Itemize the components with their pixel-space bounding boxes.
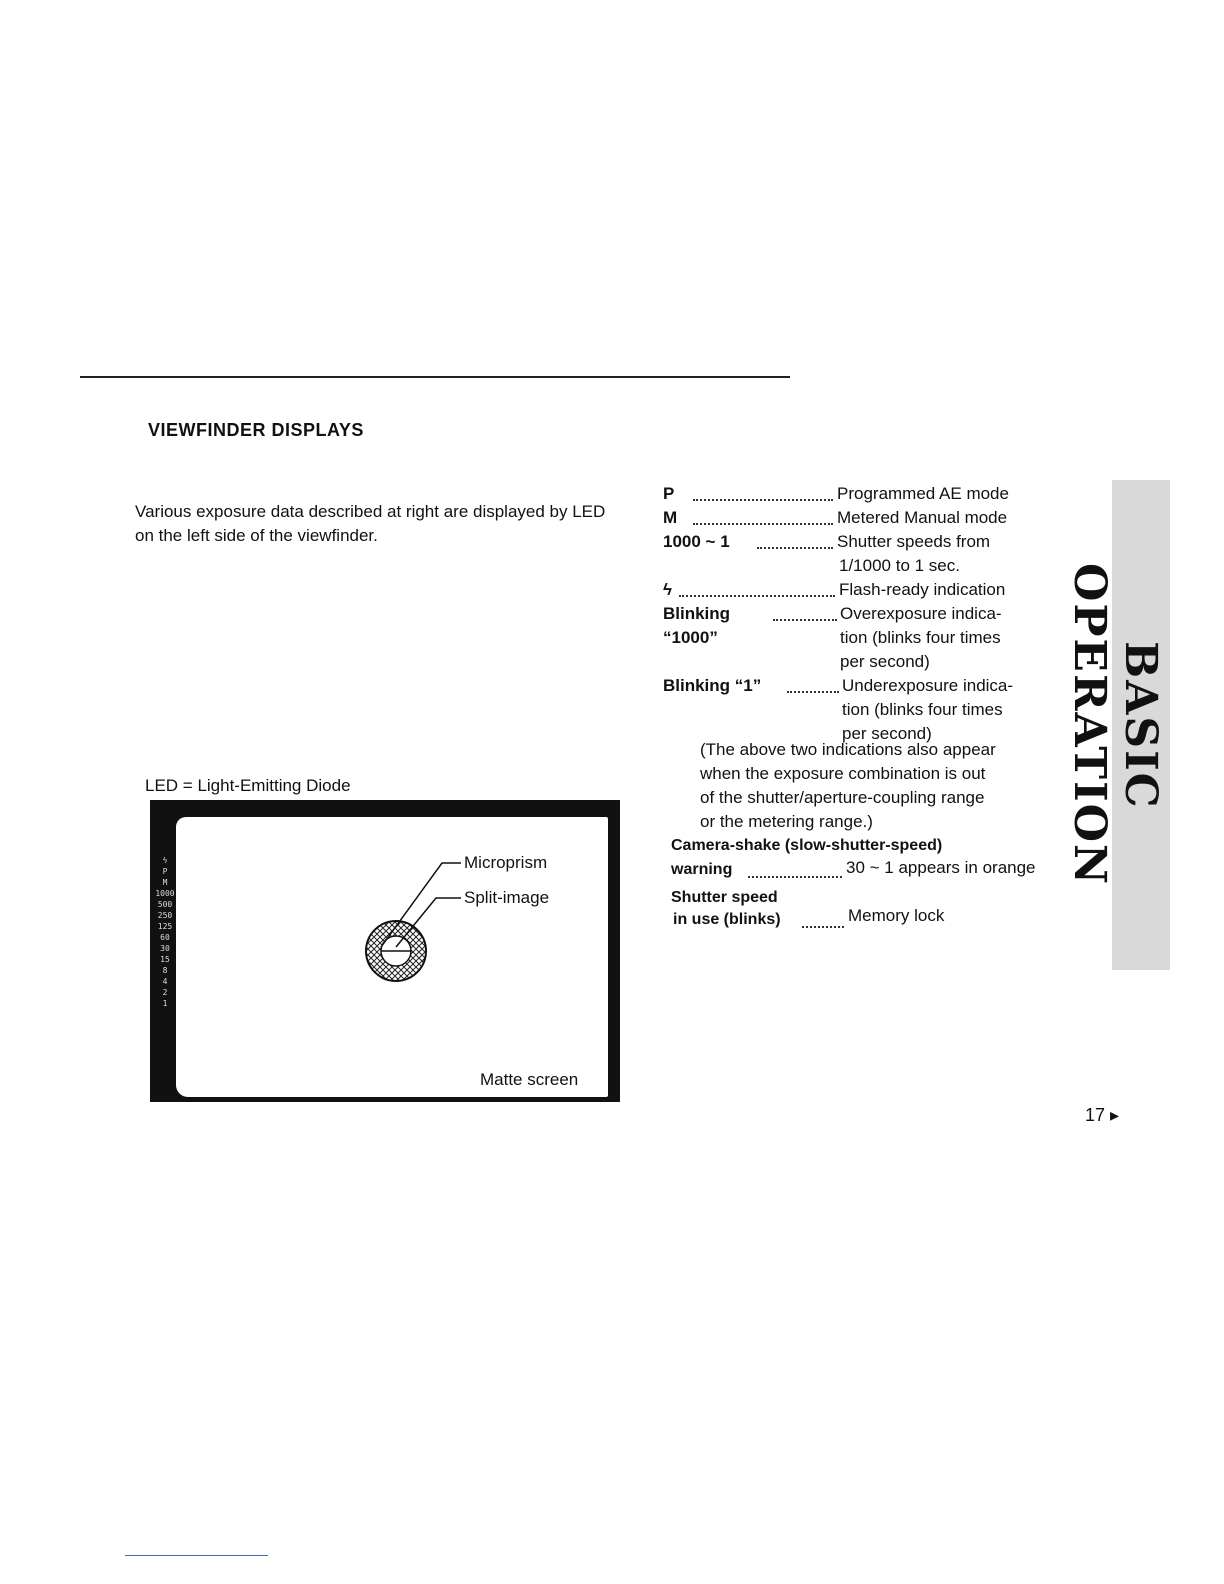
legend-desc-cont2: per second): [842, 724, 932, 743]
legend-term: M: [663, 508, 678, 527]
camera-shake-desc: 30 ~ 1 appears in orange: [846, 858, 1036, 877]
legend-term: 1000 ~ 1: [663, 532, 730, 551]
matte-screen-label: Matte screen: [480, 1070, 579, 1089]
camera-shake-term: Camera-shake (slow-shutter-speed): [671, 837, 943, 854]
page-title: VIEWFINDER DISPLAYS: [148, 420, 364, 440]
page-number: 17 ▸: [1085, 1105, 1120, 1125]
indicator-legend: [663, 484, 1083, 748]
led-500: 500: [157, 900, 173, 909]
legend-desc-cont: tion (blinks four times: [840, 628, 1001, 647]
led-1: 1: [162, 999, 168, 1008]
led-8: 8: [162, 966, 168, 975]
memory-lock-term: Shutter speed: [671, 889, 778, 906]
viewfinder-led-readout: [154, 855, 176, 1009]
memory-lock-dots: [802, 926, 844, 928]
legend-row-over-cont: [663, 628, 1083, 652]
legend-term: Blinking: [663, 604, 731, 623]
memory-lock-term-cont: in use (blinks): [673, 911, 781, 928]
memory-lock-desc: Memory lock: [848, 906, 945, 925]
legend-desc: Underexposure indica-: [842, 676, 1014, 695]
legend-term: Blinking “1”: [663, 676, 762, 695]
led-4: 4: [162, 977, 168, 986]
legend-desc: Metered Manual mode: [837, 508, 1008, 527]
legend-desc: Programmed AE mode: [837, 484, 1009, 503]
legend-row-over-cont2: [663, 652, 1083, 676]
legend-term: P: [663, 484, 675, 503]
legend-row-under: [663, 676, 1083, 700]
legend-row-over: [663, 604, 1083, 628]
legend-term: ϟ: [663, 580, 672, 599]
legend-row-m: [663, 508, 1083, 532]
led-30: 30: [160, 944, 170, 953]
bottom-rule: [125, 1555, 268, 1556]
led-1000: 1000: [155, 889, 175, 898]
led-125: 125: [157, 922, 173, 931]
note-line: of the shutter/aperture-coupling range: [700, 788, 985, 807]
legend-desc: Shutter speeds from: [837, 532, 991, 551]
legend-desc-cont: 1/1000 to 1 sec.: [839, 556, 960, 575]
legend-desc: Flash-ready indication: [839, 580, 1006, 599]
legend-row-flash: [663, 580, 1083, 604]
led-p: P: [162, 867, 168, 876]
legend-row-speeds: [663, 532, 1083, 556]
legend-row-speeds-cont: [663, 556, 1083, 580]
note-line: or the metering range.): [700, 812, 873, 831]
split-image-label: Split-image: [464, 888, 550, 907]
note-line: (The above two indications also appear: [700, 740, 996, 759]
intro-text: Various exposure data described at right are displayed by LED on the left side of the viewfinder.: [135, 502, 606, 545]
led-m: M: [162, 878, 168, 887]
page-number-value: 17: [1085, 1105, 1106, 1125]
led-definition: LED = Light-Emitting Diode: [145, 776, 351, 795]
led-flash: ϟ: [162, 856, 168, 865]
legend-desc: Overexposure indica-: [840, 604, 1002, 623]
top-rule: [80, 376, 790, 378]
camera-shake-term-cont: warning: [671, 861, 733, 878]
legend-row-under-cont: [663, 700, 1083, 724]
legend-desc-cont2: per second): [840, 652, 930, 671]
legend-term-cont: “1000”: [663, 628, 718, 647]
led-60: 60: [160, 933, 170, 942]
section-tab-label: BASIC OPERATION: [1064, 563, 1166, 887]
note-line: when the exposure combination is out: [700, 764, 986, 783]
led-15: 15: [160, 955, 170, 964]
camera-shake-dots: [748, 876, 842, 878]
microprism-label: Microprism: [464, 853, 548, 872]
led-2: 2: [162, 988, 168, 997]
led-250: 250: [157, 911, 173, 920]
legend-row-p: [663, 484, 1083, 508]
legend-desc-cont: tion (blinks four times: [842, 700, 1003, 719]
